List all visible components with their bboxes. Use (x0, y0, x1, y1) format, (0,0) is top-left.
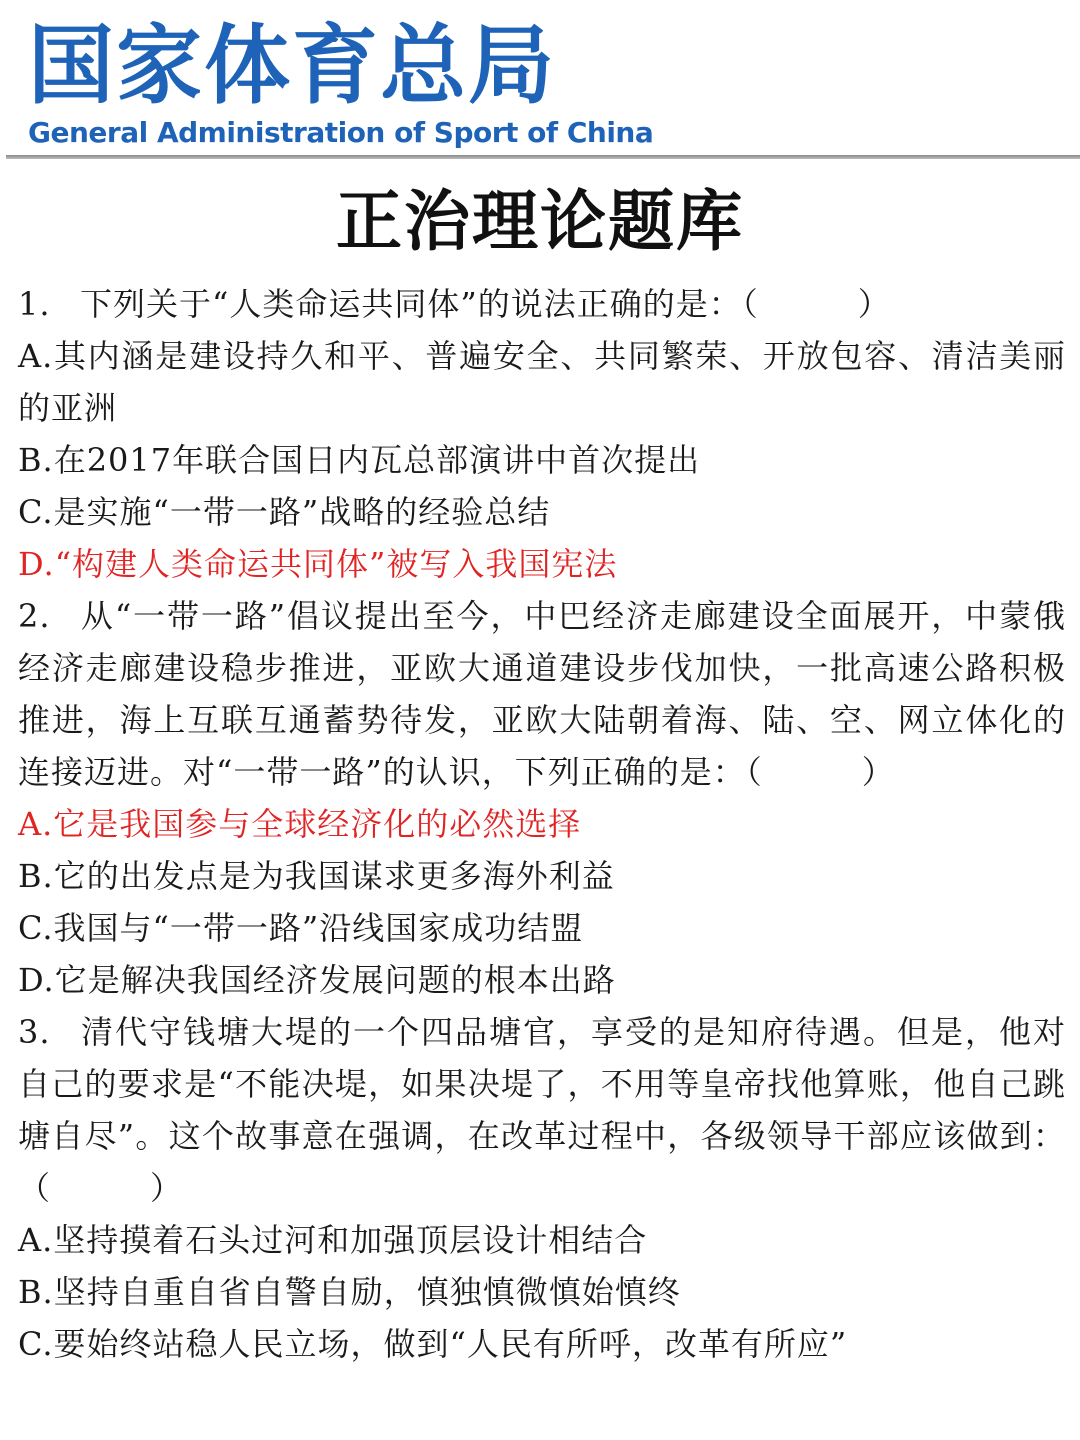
option-1a: A.其内涵是建设持久和平、普遍安全、共同繁荣、开放包容、清洁美丽的亚洲 (18, 337, 1066, 427)
header-divider (6, 155, 1080, 159)
question-number: 2. (18, 597, 51, 635)
page-title: 正治理论题库 (336, 182, 744, 260)
option-2d: D.它是解决我国经济发展问题的根本出路 (18, 961, 616, 999)
question-1 (18, 278, 1066, 330)
question-text: 下列关于“人类命运共同体”的说法正确的是：（ ） (80, 285, 891, 323)
question-2 (18, 590, 1066, 798)
question-text: 清代守钱塘大堤的一个四品塘官，享受的是知府待遇。但是，他对自己的要求是“不能决堤，如果决堤了，不用等皇帝找他算账，他自己跳塘自尽”。这个故事意在强调，在改革过程中，各级领导干部应该做到：（ ） (18, 1013, 1066, 1207)
question-number: 1. (18, 285, 51, 323)
option-2a-correct-answer: A.它是我国参与全球经济化的必然选择 (18, 805, 582, 843)
option-1c: C.是实施“一带一路”战略的经验总结 (18, 493, 551, 531)
question-list (18, 278, 1066, 1370)
question-3 (18, 1006, 1066, 1214)
option-1d-correct-answer: D.“构建人类命运共同体”被写入我国宪法 (18, 545, 618, 583)
logo-chinese-name: 国家体育总局 (28, 16, 556, 116)
option-2b: B.它的出发点是为我国谋求更多海外利益 (18, 857, 615, 895)
option-2c: C.我国与“一带一路”沿线国家成功结盟 (18, 909, 584, 947)
option-1b: B.在2017年联合国日内瓦总部演讲中首次提出 (18, 441, 701, 479)
option-3b: B.坚持自重自省自警自励，慎独慎微慎始慎终 (18, 1273, 681, 1311)
question-text: 从“一带一路”倡议提出至今，中巴经济走廊建设全面展开，中蒙俄经济走廊建设稳步推进，亚欧大通道建设步伐加快，一批高速公路积极推进，海上互联互通蓄势待发，亚欧大陆朝着海、陆、空、网立体化的连接迈进。对“一带一路”的认识，下列正确的是：（ ） (18, 597, 1066, 791)
option-3c: C.要始终站稳人民立场，做到“人民有所呼，改革有所应” (18, 1325, 848, 1363)
question-number: 3. (18, 1013, 51, 1051)
logo (28, 16, 654, 153)
logo-english-name: General Administration of Sport of China (28, 116, 654, 149)
option-3a: A.坚持摸着石头过河和加强顶层设计相结合 (18, 1221, 648, 1259)
